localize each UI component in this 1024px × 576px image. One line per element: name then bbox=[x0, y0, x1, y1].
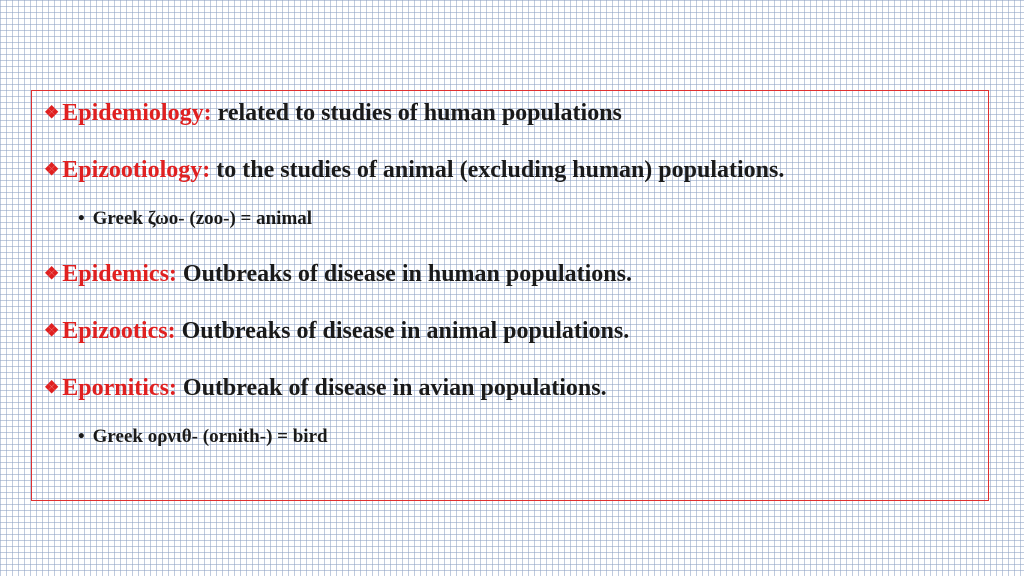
etymology-zoo bbox=[78, 208, 312, 230]
etymology-text: Greek ορνιθ- (ornith-) = bird bbox=[92, 426, 328, 447]
definition-epornitics bbox=[44, 375, 607, 402]
definition-epidemics bbox=[44, 261, 632, 288]
diamond-bullet-icon: ❖ bbox=[44, 160, 60, 179]
diamond-bullet-icon: ❖ bbox=[44, 321, 60, 340]
definition-epizootiology bbox=[44, 157, 784, 184]
term-label: Epizootiology: bbox=[62, 157, 211, 183]
diamond-bullet-icon: ❖ bbox=[44, 378, 60, 397]
definition-text: related to studies of human populations bbox=[217, 100, 622, 126]
definition-epizootics bbox=[44, 318, 629, 345]
bullet-icon: • bbox=[78, 426, 85, 447]
term-label: Epizootics: bbox=[62, 318, 176, 344]
etymology-text: Greek ζωο- (zoo-) = animal bbox=[92, 208, 313, 229]
definition-text: Outbreaks of disease in animal populations. bbox=[181, 318, 630, 344]
etymology-ornith bbox=[78, 426, 328, 448]
diamond-bullet-icon: ❖ bbox=[44, 103, 60, 122]
term-label: Epidemiology: bbox=[62, 100, 212, 126]
diamond-bullet-icon: ❖ bbox=[44, 264, 60, 283]
bullet-icon: • bbox=[78, 208, 85, 229]
definition-text: to the studies of animal (excluding human) populations. bbox=[216, 157, 785, 183]
term-label: Epornitics: bbox=[62, 375, 177, 401]
definition-text: Outbreak of disease in avian populations. bbox=[182, 375, 607, 401]
definition-epidemiology bbox=[44, 100, 622, 127]
definition-text: Outbreaks of disease in human populations. bbox=[182, 261, 632, 287]
term-label: Epidemics: bbox=[62, 261, 177, 287]
